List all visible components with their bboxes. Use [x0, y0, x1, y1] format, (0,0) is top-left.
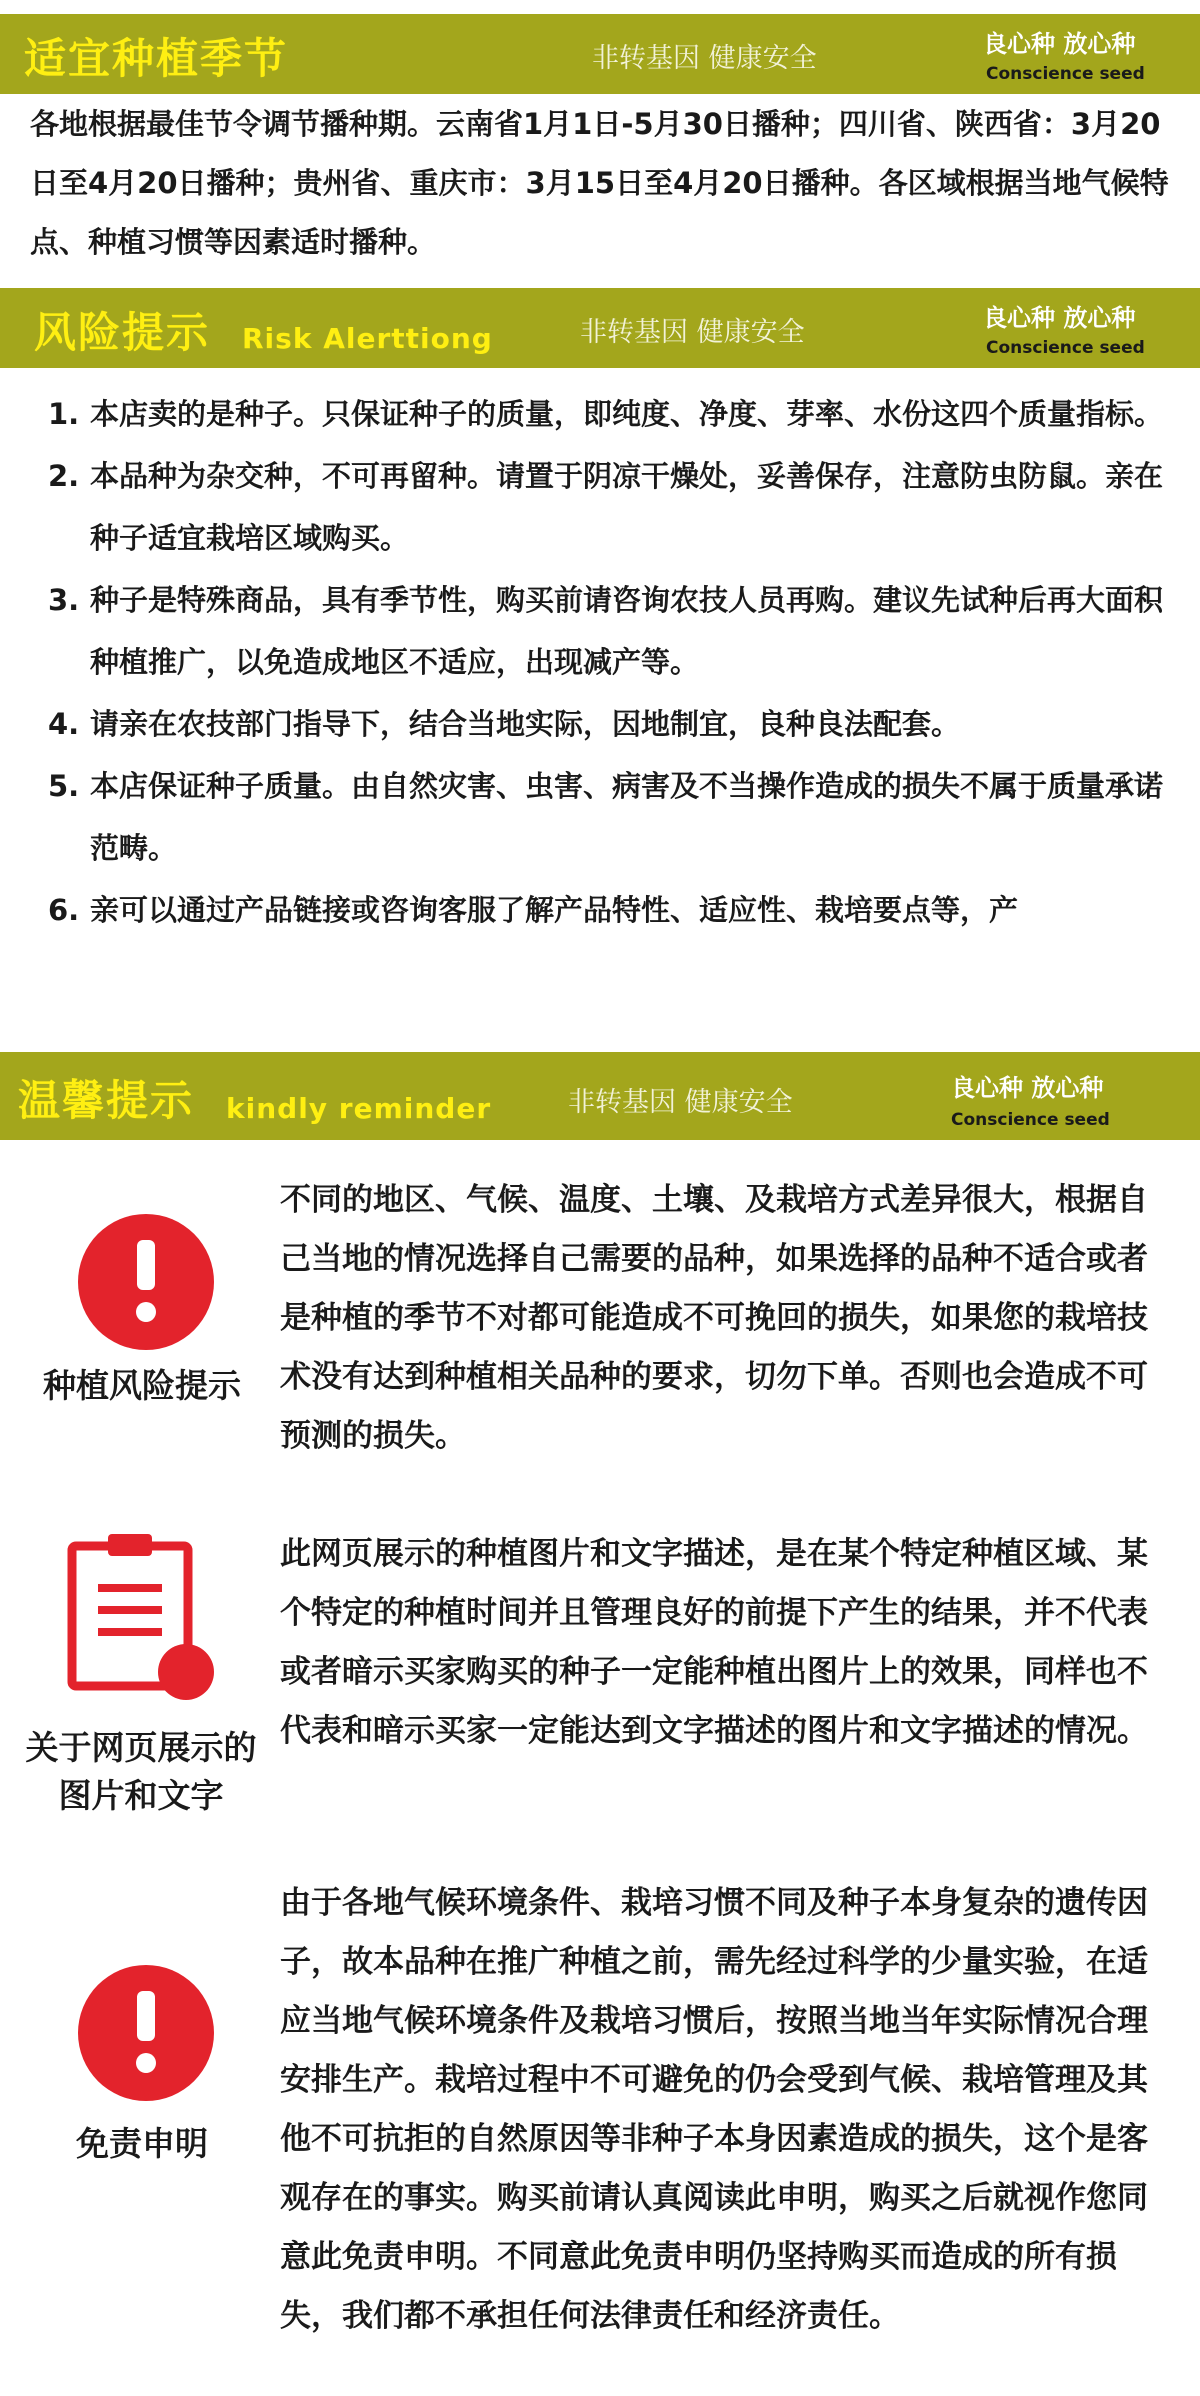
risk-title-en: Risk Alerttiong — [242, 322, 493, 355]
risk-item-text: 本店保证种子质量。由自然灾害、虫害、病害及不当操作造成的损失不属于质量承诺范畴。 — [90, 769, 1164, 865]
clipboard-icon — [64, 1532, 214, 1702]
season-brand-en: Conscience seed — [986, 64, 1145, 84]
risk-item-number: 4. — [48, 707, 80, 741]
risk-item-number: 1. — [48, 397, 80, 431]
risk-item-number: 5. — [48, 769, 80, 803]
reminder-brand-cn: 良心种 放心种 — [951, 1074, 1104, 1102]
risk-brand-cn: 良心种 放心种 — [983, 304, 1136, 332]
reminder-banner — [0, 1052, 1200, 1140]
season-title: 适宜种植季节 — [24, 34, 289, 83]
risk-item — [48, 693, 1168, 755]
risk-item — [48, 755, 1168, 879]
reminder-slogan: 非转基因 健康安全 — [568, 1087, 793, 1118]
exclamation-icon — [76, 1212, 216, 1352]
risk-title: 风险提示 — [34, 308, 211, 357]
block-label: 关于网页展示的图片和文字 — [25, 1728, 257, 1815]
block-text: 由于各地气候环境条件、栽培习惯不同及种子本身复杂的遗传因子，故本品种在推广种植之前，需先经过科学的少量实验，在适应当地气候环境条件及栽培习惯后，按照当地当年实际情况合理安排生产。栽培过程中不可避免的仍会受到气候、栽培管理及其他不可抗拒的自然原因等非种子本身因素造成的损失，这个是客观存在的事实。购买前请认真阅读此申明，购买之后就视作您同意此免责申明。不同意此免责申明仍坚持购买而造成的所有损失，我们都不承担任何法律责任和经济责任。 — [280, 1885, 1148, 2334]
risk-slogan: 非转基因 健康安全 — [580, 317, 805, 348]
risk-item-text: 本店卖的是种子。只保证种子的质量，即纯度、净度、芽率、水份这四个质量指标。 — [90, 397, 1164, 431]
exclamation-icon — [76, 1963, 216, 2103]
reminder-title-en: kindly reminder — [226, 1092, 492, 1125]
risk-item-text: 种子是特殊商品，具有季节性，购买前请咨询农技人员再购。建议先试种后再大面积种植推广，以免造成地区不适应，出现减产等。 — [90, 583, 1164, 679]
block-text: 不同的地区、气候、温度、土壤、及栽培方式差异很大，根据自己当地的情况选择自己需要的品种，如果选择的品种不适合或者是种植的季节不对都可能造成不可挽回的损失，如果您的栽培技术没有达到种植相关品种的要求，切勿下单。否则也会造成不可预测的损失。 — [280, 1182, 1148, 1454]
block-text: 此网页展示的种植图片和文字描述，是在某个特定种植区域、某个特定的种植时间并且管理良好的前提下产生的结果，并不代表或者暗示买家购买的种子一定能种植出图片上的效果，同样也不代表和暗示买家一定能达到文字描述的图片和文字描述的情况。 — [280, 1536, 1148, 1749]
reminder-title: 温馨提示 — [18, 1076, 195, 1125]
season-slogan: 非转基因 健康安全 — [592, 43, 817, 74]
season-banner — [0, 14, 1200, 94]
risk-item-text: 本品种为杂交种，不可再留种。请置于阴凉干燥处，妥善保存，注意防虫防鼠。亲在种子适宜栽培区域购买。 — [90, 459, 1164, 555]
season-text: 各地根据最佳节令调节播种期。云南省1月1日-5月30日播种；四川省、陕西省：3月20日至4月20日播种；贵州省、重庆市：3月15日至4月20日播种。各区域根据当地气候特点、种植习惯等因素适时播种。 — [30, 107, 1169, 259]
risk-item — [48, 383, 1168, 445]
risk-item-text: 请亲在农技部门指导下，结合当地实际，因地制宜，良种良法配套。 — [90, 707, 961, 741]
risk-item-text: 亲可以通过产品链接或咨询客服了解产品特性、适应性、栽培要点等，产 — [90, 893, 1019, 927]
risk-item-number: 6. — [48, 893, 80, 927]
risk-item-number: 3. — [48, 583, 80, 617]
season-brand-cn: 良心种 放心种 — [983, 30, 1136, 58]
risk-item — [48, 445, 1168, 569]
risk-item — [48, 879, 1168, 941]
risk-list — [48, 383, 1168, 941]
risk-item-number: 2. — [48, 459, 80, 493]
risk-brand-en: Conscience seed — [986, 338, 1145, 358]
risk-item — [48, 569, 1168, 693]
block-label: 种植风险提示 — [43, 1366, 241, 1405]
reminder-brand-en: Conscience seed — [951, 1110, 1110, 1130]
block-label: 免责申明 — [76, 2124, 208, 2163]
risk-banner — [0, 288, 1200, 368]
